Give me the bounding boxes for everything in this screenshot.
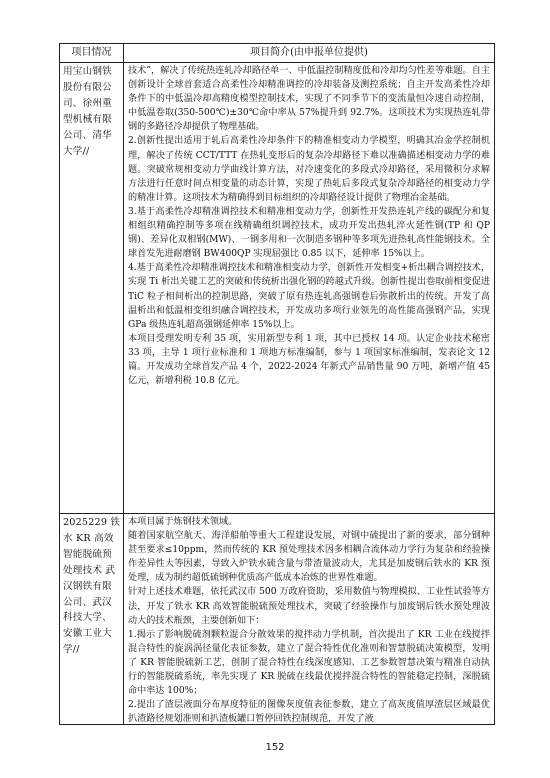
- project-info-cell: 2025229 铁水 KR 高效智能脱硫预处理技术 武汉钢铁有限公司、武汉科技大学、安徽工业大学//: [60, 514, 124, 724]
- summary-paragraph: 针对上述技术难题，依托武汉市 500 万政府资助，采用数值与物理模拟、工业性试验等方法，开发了铁水 KR 高效智能脱硫预处理技术，突破了经验操作与加废钢后铁水预处理波动大的技术瓶颈，主要创新如下：: [128, 587, 490, 626]
- project-summary-cell: [124, 63, 494, 513]
- summary-paragraph: 2.提出了渣层液面分布厚度特征的图像灰度值表征参数，建立了高灰度值厚渣层区域最优扒渣路径规划准则和扒渣板罐口暂停回铁控制规范，开发了液: [128, 700, 490, 724]
- summary-paragraph: 技术”，解决了传统热连轧冷却路径单一、中低温控制精度低和冷却均匀性差等难题。自主创新设计全球首套适合高柔性冷却精准调控的冷却装备及测控系统；自主开发高柔性冷却条件下的中低温冷却高精度模型控制技术，实现了不同季节下的变流量恒冷速自动控制，中低温卷取(350-500℃)±30℃命中率从 57%提升到 92.7%。这项技术为实现热连轧带钢的多路径冷却提供了物理基础。: [128, 66, 490, 133]
- summary-paragraph: 4.基于高柔性冷却精准调控技术和精准相变动力学，创新性开发相变+析出耦合调控技术，实现 Ti 析出关键工艺的突破和传统析出强化钢的跨越式升级。创新性提出卷取前相变促进 TiC 粒子相间析出的控制思路，突破了原有热连轧高强钢卷后弥散析出的传统。开发了高温析出和低温相变组织融合调控技术，开发成功多项行业领先的高性能高强钢产品，实现 GPa 级热连轧超高强钢延伸率 15%以上。: [128, 263, 490, 330]
- project-table: [59, 43, 495, 725]
- summary-paragraph: 随着国家航空航天、海洋船舶等重大工程建设发展，对钢中硫提出了新的要求，部分钢种甚至要求≤10ppm，然而传统的 KR 预处理技术因多相耦合流体动力学行为复杂和经验操作差异性大等因素，导致入炉铁水硫含量与带渣量波动大，尤其是加废钢后铁水的 KR 预处理，成为制约超低硫钢种优质高产低成本冶炼的世界性难题。: [128, 531, 490, 584]
- summary-paragraph: 本项目属于炼钢技术领域。: [128, 517, 238, 527]
- project-summary-cell: [124, 514, 494, 724]
- header-project-status: 项目情况: [60, 44, 124, 62]
- table-row: [60, 514, 494, 724]
- summary-paragraph: 1.揭示了影响脱硫剂颗粒混合分散效果的搅拌动力学机制，首次提出了 KR 工业在线搅拌混合特性的旋涡涡径量化表征参数，建立了混合特性优化准则和智慧脱硫决策模型，发明了 KR 智能脱硫新工艺，创制了混合特性在线深度感知、工艺参数智慧决策与精准自动执行的智能脱硫系统，率先实现了 KR 脱硫在线最优搅拌混合特性的智能稳定控制，深脱硫命中率达 100%；: [128, 629, 490, 697]
- header-project-summary: 项目简介(由申报单位提供): [250, 47, 368, 58]
- summary-paragraph: 本项目受理发明专利 35 项，实用新型专利 1 项，其中已授权 14 项。认定企业技术秘密 33 项，主导 1 项行业标准和 1 项地方标准编制，参与 1 项国家标准编制，发表论文 12 篇。开发成功全球首发产品 4 个，2022-2024 年新式产品销售量 90 万吨，新增产值 45 亿元，新增利税 10.8 亿元。: [128, 333, 490, 387]
- table-header-row: [60, 44, 494, 63]
- table-row: [60, 63, 494, 514]
- page-number: 152: [265, 742, 285, 753]
- project-info-cell: 用宝山钢铁股份有限公司、徐州重型机械有限公司、清华大学//: [60, 63, 124, 513]
- summary-paragraph: 2.创新性提出适用于轧后高柔性冷却条件下的精准相变动力学模型，明确其冶金学控制机理，解决了传统 CCT/TTT 在热轧变形后的复杂冷却路径下难以准确描述相变动力学的难题。突破常规相变动力学曲线计算方法，对冷速变化的多段式冷却路径，采用微积分求解方法进行任意时间点相变量的动态计算，实现了热轧后多段式复杂冷却路径的相变动力学的精准计算。这项技术为精确得到目标组织的冷却路径设计提供了物理冶金基础。: [128, 136, 490, 203]
- summary-paragraph: 3.基于高柔性冷却精准调控技术和精准相变动力学，创新性开发热连轧产线的碳配分和复相组织精确控制等多项在线精确组织调控技术，成功开发出热轧淬火延性钢(TP 和 QP 钢)、差异化双相钢(MW)、一钢多用和一次制造多钢种等多项先进热轧高性能钢技术。全球首发先进耐磨钢 BW400QP 实现屈强比 0.85 以下，延伸率 15%以上。: [128, 206, 490, 260]
